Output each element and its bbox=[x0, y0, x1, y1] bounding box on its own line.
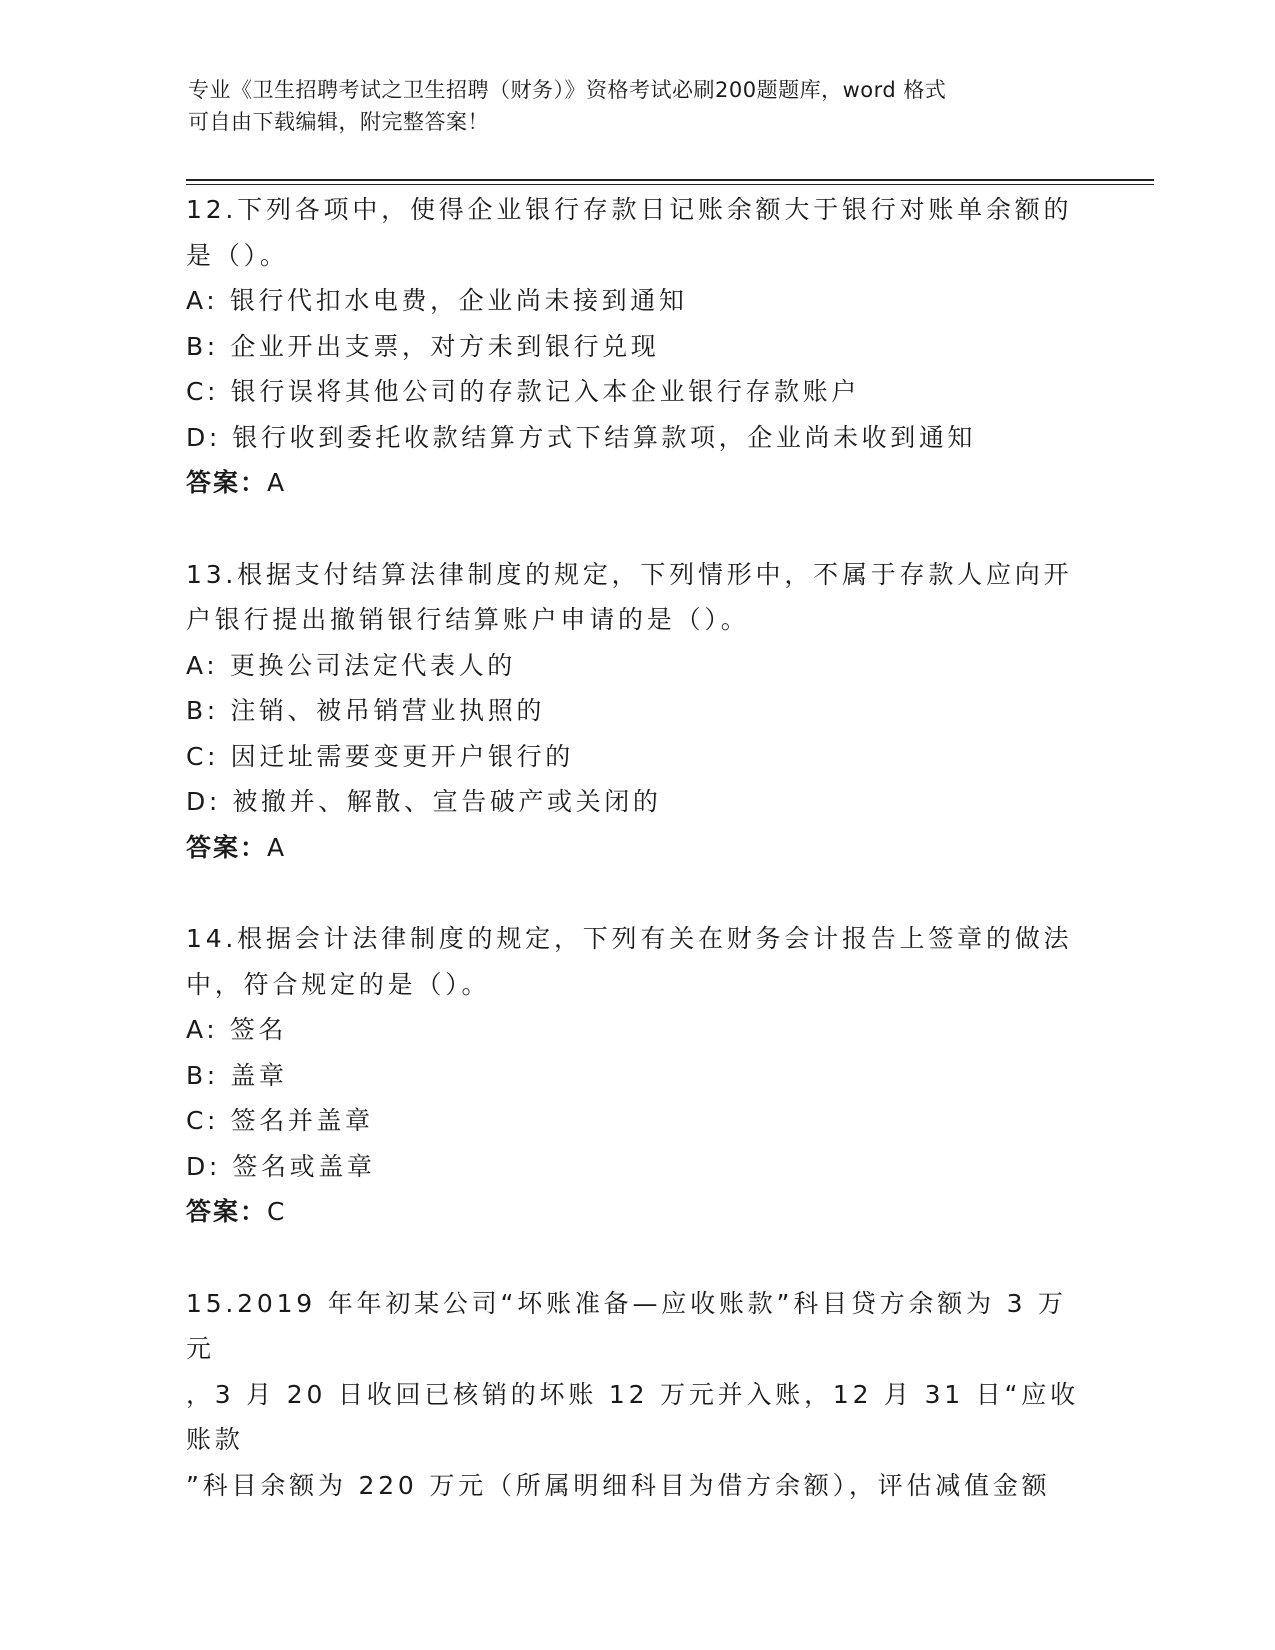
question-line: 15.2019 年年初某公司“坏账准备—应收账款”科目贷方余额为 3 万元 bbox=[186, 1288, 1067, 1363]
option-a: A: 更换公司法定代表人的 bbox=[186, 650, 516, 680]
question-12 bbox=[186, 187, 1086, 506]
question-line: 中，符合规定的是（）。 bbox=[186, 969, 491, 999]
option-d: D: 银行收到委托收款结算方式下结算款项，企业尚未收到通知 bbox=[186, 422, 977, 452]
option-d: D: 签名或盖章 bbox=[186, 1151, 376, 1181]
answer-value: C bbox=[267, 1197, 286, 1226]
answer bbox=[186, 825, 1086, 871]
option-b: B: 盖章 bbox=[186, 1060, 288, 1090]
header-divider-thin bbox=[186, 184, 1154, 185]
option-c: C: 签名并盖章 bbox=[186, 1106, 374, 1135]
option-b: B: 注销、被吊销营业执照的 bbox=[186, 696, 545, 725]
question-line: ，3 月 20 日收回已核销的坏账 12 万元并入账，12 月 31 日“应收账款 bbox=[186, 1379, 1079, 1454]
question-text bbox=[186, 1281, 1086, 1509]
question-line: 12.下列各项中，使得企业银行存款日记账余额大于银行对账单余额的 bbox=[186, 195, 1073, 224]
document-header bbox=[188, 74, 1068, 138]
header-line-2: 可自由下载编辑，附完整答案！ bbox=[188, 110, 489, 134]
option-d: D: 被撤并、解散、宣告破产或关闭的 bbox=[186, 787, 662, 816]
option-a: A: 银行代扣水电费，企业尚未接到通知 bbox=[186, 286, 688, 315]
answer-label: 答案： bbox=[186, 1197, 268, 1226]
answer-value: A bbox=[267, 832, 286, 862]
answer-label: 答案： bbox=[186, 468, 268, 497]
answer bbox=[186, 460, 1086, 506]
question-line: 14.根据会计法律制度的规定，下列有关在财务会计报告上签章的做法 bbox=[186, 924, 1073, 953]
option-b: B: 企业开出支票，对方未到银行兑现 bbox=[186, 331, 660, 361]
header-divider-thick bbox=[186, 179, 1154, 181]
question-14 bbox=[186, 916, 1086, 1235]
option-c: C: 银行误将其他公司的存款记入本企业银行存款账户 bbox=[186, 377, 860, 406]
question-text bbox=[186, 187, 1086, 278]
option-a: A: 签名 bbox=[186, 1015, 288, 1044]
question-line: 是（）。 bbox=[186, 240, 289, 270]
question-line: 13.根据支付结算法律制度的规定，下列情形中，不属于存款人应向开 bbox=[186, 559, 1073, 589]
question-line: ”科目余额为 220 万元（所属明细科目为借方余额），评估减值金额 bbox=[186, 1470, 1051, 1500]
option-c: C: 因迁址需要变更开户银行的 bbox=[186, 741, 574, 771]
question-text bbox=[186, 916, 1086, 1007]
question-line: 户银行提出撤销银行结算账户申请的是（）。 bbox=[186, 605, 750, 634]
answer bbox=[186, 1189, 1086, 1235]
question-list bbox=[186, 187, 1086, 1554]
header-line-1: 专业《卫生招聘考试之卫生招聘（财务）》资格考试必刷200题题库，word 格式 bbox=[188, 78, 947, 102]
question-text bbox=[186, 552, 1086, 643]
question-13 bbox=[186, 552, 1086, 871]
answer-value: A bbox=[267, 468, 286, 497]
answer-label: 答案： bbox=[186, 832, 268, 862]
question-15 bbox=[186, 1281, 1086, 1509]
